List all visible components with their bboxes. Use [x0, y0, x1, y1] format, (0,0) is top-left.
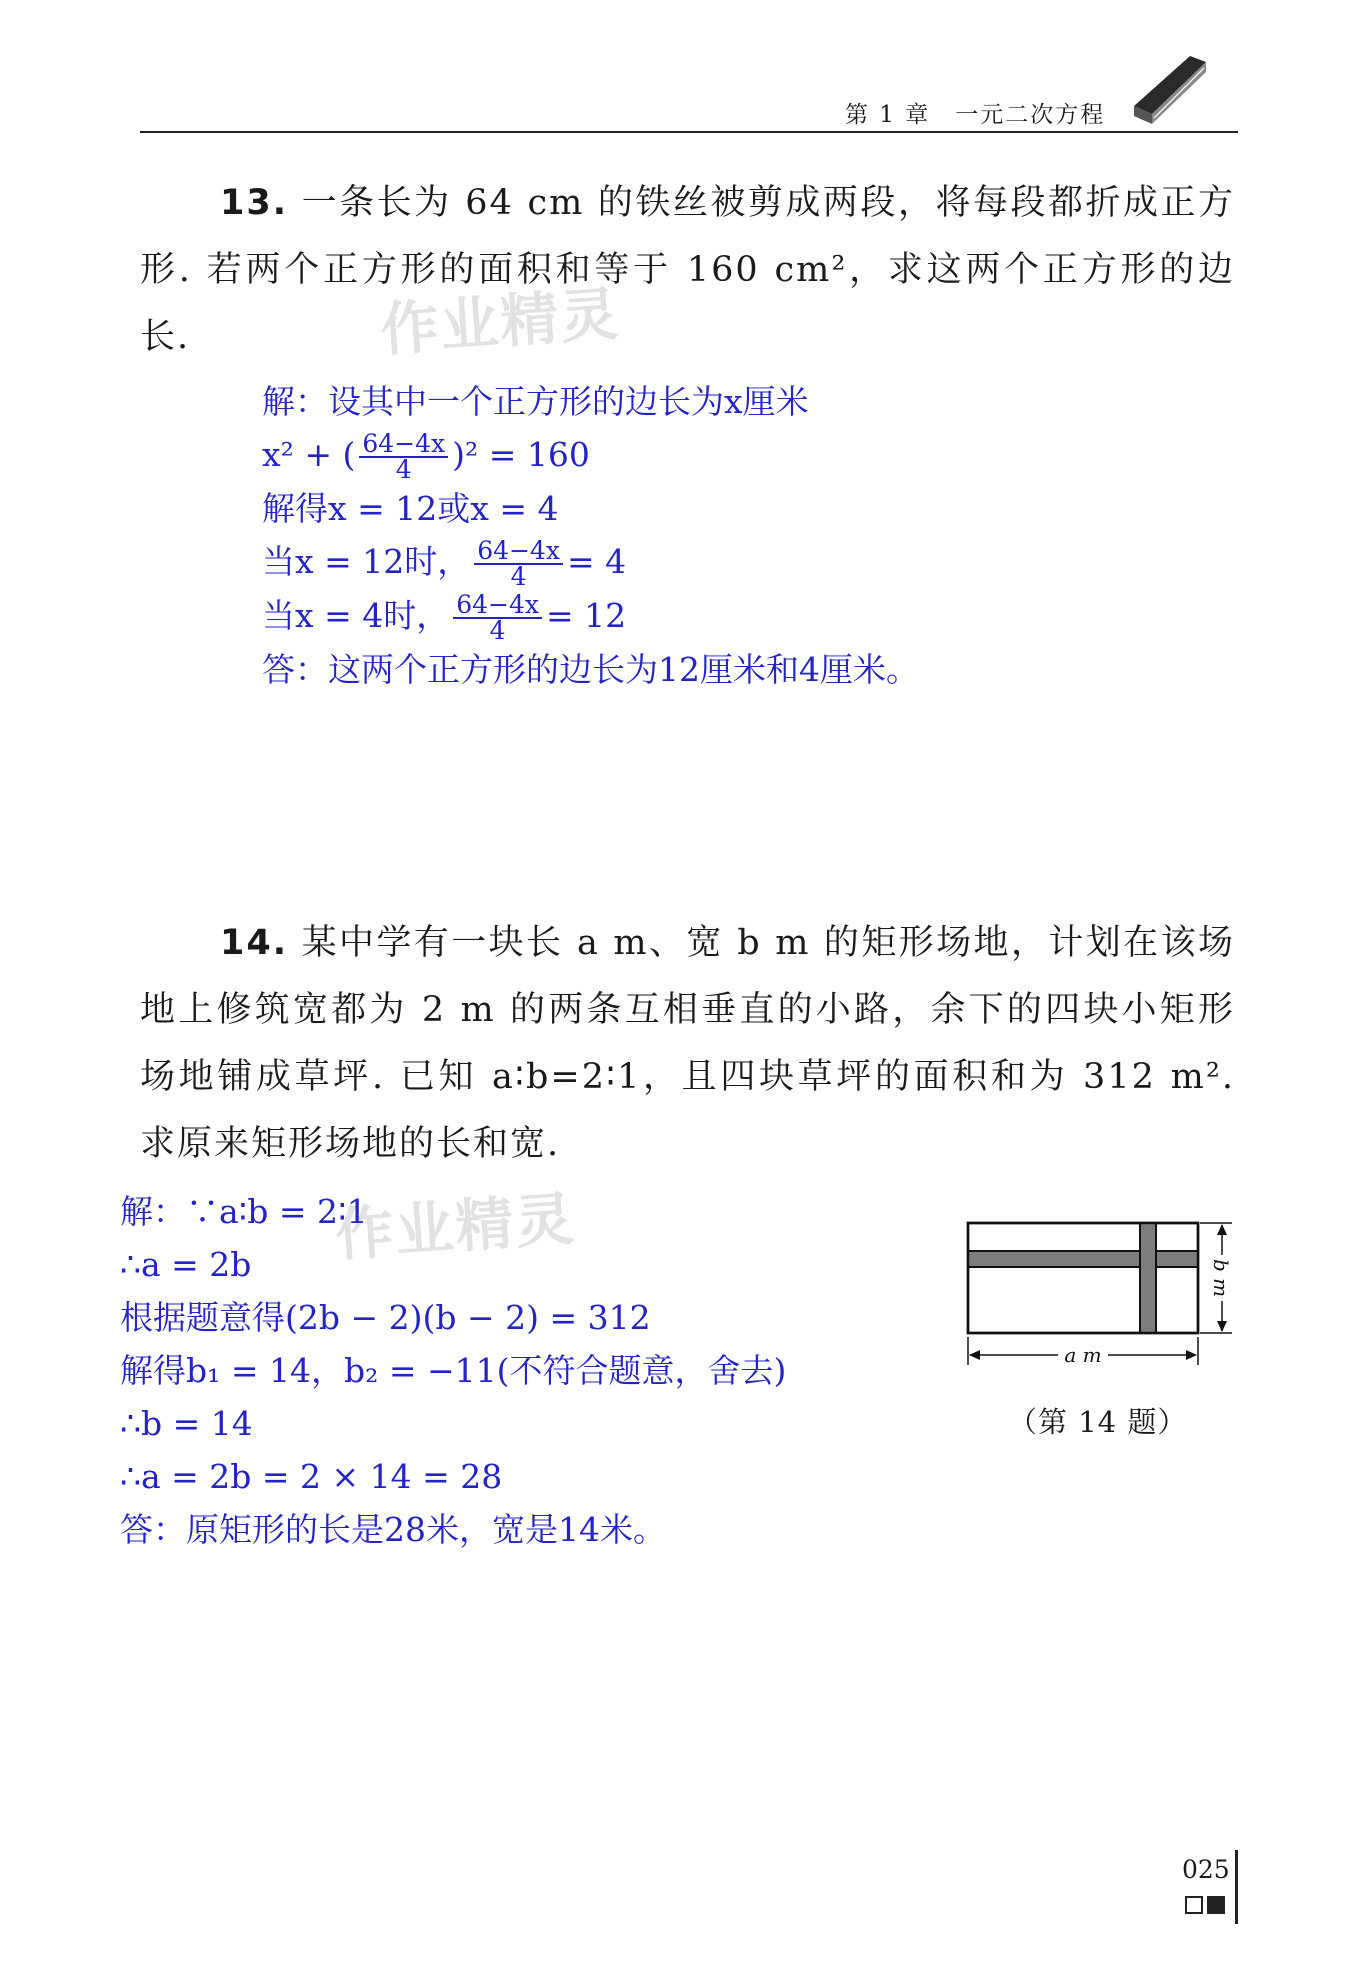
field-rectangle [968, 1223, 1198, 1333]
page-number: 025 [1182, 1855, 1230, 1884]
question-13-number: 13. [220, 183, 289, 223]
book-icon [1128, 48, 1212, 128]
denominator: 4 [395, 455, 412, 484]
solution-14-line: 答：原矩形的长是28米，宽是14米。 [120, 1510, 666, 1549]
watermark: 作业精灵 [333, 1184, 578, 1270]
expr-part: = 12 [546, 596, 627, 635]
fraction [453, 590, 542, 645]
expr-part: 当x = 12时， [262, 542, 471, 581]
numerator: 64−4x [474, 539, 563, 565]
vertical-path [1140, 1223, 1156, 1333]
solution-13-line: 解：设其中一个正方形的边长为x厘米 [262, 382, 809, 421]
question-14 [140, 910, 1235, 1178]
numerator: 64−4x [453, 593, 542, 619]
question-13-text: 一条长为 64 cm 的铁丝被剪成两段，将每段都折成正方形. 若两个正方形的面积和等于 160 cm²，求这两个正方形的边长. [140, 183, 1235, 357]
denominator: 4 [510, 562, 527, 591]
field-figure [960, 1215, 1250, 1385]
solution-14-line: 解：∵a∶b = 2∶1 [120, 1192, 368, 1231]
watermark: 作业精灵 [378, 279, 623, 365]
chapter-title: 第 1 章 一元二次方程 [845, 102, 1106, 128]
header-rule [140, 131, 1238, 133]
solution-13-line: 答：这两个正方形的边长为12厘米和4厘米。 [262, 650, 919, 689]
denominator: 4 [489, 616, 506, 645]
solution-13-line [262, 589, 919, 643]
height-label: b m [1209, 1258, 1233, 1298]
solution-14-line: 根据题意得(2b − 2)(b − 2) = 312 [120, 1298, 651, 1337]
fraction [359, 429, 448, 484]
horizontal-path [968, 1251, 1198, 1267]
solution-14-line: ∴b = 14 [120, 1404, 253, 1443]
solution-14-line: ∴a = 2b = 2 × 14 = 28 [120, 1457, 503, 1496]
expr-part: x² + ( [262, 435, 356, 474]
solution-13 [262, 375, 919, 696]
footer-rule [1235, 1850, 1238, 1924]
expr-part: 当x = 4时， [262, 596, 450, 635]
question-13 [140, 170, 1235, 371]
solution-14-line: ∴a = 2b [120, 1245, 252, 1284]
solution-13-line [262, 428, 919, 482]
page-marker-empty [1185, 1896, 1203, 1914]
solution-13-line [262, 535, 919, 589]
expr-part: = 4 [567, 542, 627, 581]
solution-14-line: 解得b₁ = 14，b₂ = −11(不符合题意，舍去) [120, 1351, 787, 1390]
question-14-number: 14. [220, 923, 289, 963]
numerator: 64−4x [359, 432, 448, 458]
page-marker-filled [1207, 1896, 1225, 1914]
fraction [474, 536, 563, 591]
solution-14 [120, 1185, 786, 1556]
question-14-text: 某中学有一块长 a m、宽 b m 的矩形场地，计划在该场地上修筑宽都为 2 m 的两条互相垂直的小路，余下的四块小矩形场地铺成草坪. 已知 a∶b=2∶1，且四块草坪的面积和为 312 m². 求原来矩形场地的长和宽. [140, 923, 1235, 1164]
solution-13-line: 解得x = 12或x = 4 [262, 489, 559, 528]
width-label: a m [1064, 1343, 1102, 1367]
expr-part: )² = 160 [452, 435, 590, 474]
figure-caption: （第 14 题） [1008, 1405, 1188, 1439]
